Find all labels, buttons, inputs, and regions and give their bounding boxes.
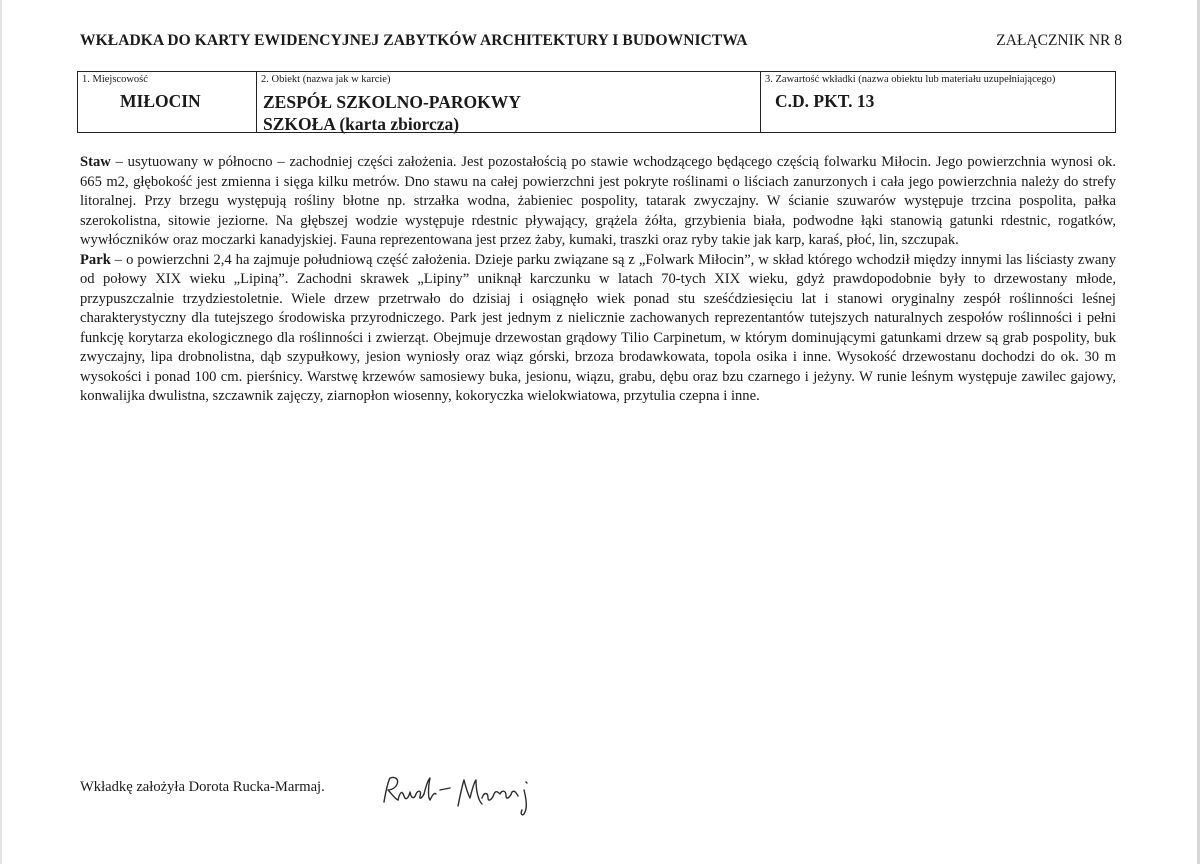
staw-text: – usytuowany w północno – zachodniej części założenia. Jest pozostałością po stawie wchodzącego będącego częścią folwarku Miłocin. Jego powierzchnia wynosi ok. 665 m2, głębokość jest zmienna i sięga kilku metrów. Dno stawu na całej powierzchni jest pokryte roślinami o liściach zanurzonych i cała jego powierzchnia należy do strefy litoralnej. Przy brzegu występują rośliny błotne np. strzałka wodna, żabieniec pospolity, tatarak zwyczajny. W ścianie szuwarów występuje trzcina pospolita, pałka szerokolistna, sitowie jeziorne. Na głębszej wodzie występuje rdestnic pływający, grążela żółta, grzybienia biała, podwodne łąki stanowią gatunki rdestnic, rogatków, wywłóczników oraz moczarki kanadyjskiej. Fauna reprezentowana jest przez żaby, kumaki, traszki oraz ryby takie jak karp, karaś, płoć, lin, szczupak. [80,154,1116,248]
page-edge-left [0,0,2,864]
record-header-table [77,71,1116,133]
object-label: 2. Obiekt (nazwa jak w karcie) [261,74,391,85]
document-title: WKŁADKA DO KARTY EWIDENCYJNEJ ZABYTKÓW ARCHITEKTURY I BUDOWNICTWA [80,32,748,49]
object-value-line-2: SZKOŁA (karta zbiorcza) [263,114,460,134]
description-body [80,153,1116,407]
park-text: – o powierzchni 2,4 ha zajmuje południową część założenia. Dzieje parku związane są z „Folwark Miłocin”, w skład którego wchodził między innymi las liściasty zwany od połowy XIX wieku „Lipiną”. Zachodni skrawek „Lipiny” uniknął karczunku w latach 70-tych XIX wieku, gdyż prawdopodobnie były to drzewostany młode, przypuszczalnie trzydziestoletnie. Wiele drzew przetrwało do dzisiaj i osiągnęło wiek ponad stu sześćdziesięciu lat i stanowi oryginalny zespół roślinności leśnej charakterystyczny dla tutejszego środowiska przyrodniczego. Park jest jednym z nielicznie zachowanych reprezentantów tutejszych naturalnych zespołów roślinności i pełni funkcję korytarza ekologicznego dla roślinności i zwierząt. Obejmuje drzewostan grądowy Tilio Carpinetum, w którym dominującymi gatunkami drzew są grab pospolity, buk zwyczajny, lipa drobnolistna, dąb szypułkowy, jesion wyniosły oraz wiąz górski, brzoza brodawkowata, topola osika i inne. Wysokość drzewostanu dochodzi do ok. 30 m wysokości i ponad 100 cm. pierśnicy. Warstwę krzewów samosiewy buka, jesionu, wiązu, grabu, dębu oraz bzu czarnego i jeżyny. W runie leśnym występuje zawilec gajowy, konwalijka dwulistna, szczawnik zajęczy, ziarnopłon wiosenny, kokoryczka wielokwiatowa, przytulia czepna i inne. [80,251,1116,404]
author-note: Wkładkę założyła Dorota Rucka-Marmaj. [80,779,325,795]
object-value-line-1: ZESPÓŁ SZKOLNO-PAROKWY [263,92,521,112]
park-heading: Park [80,251,111,268]
annex-number: ZAŁĄCZNIK NR 8 [996,32,1122,49]
contents-cell [761,72,1115,132]
object-value [263,91,521,135]
staw-paragraph [80,153,1116,251]
contents-label: 3. Zawartość wkładki (nazwa obiektu lub materiału uzupełniającego) [765,74,1056,85]
locality-cell [78,72,257,132]
contents-value: C.D. PKT. 13 [775,91,875,111]
locality-label: 1. Miejscowość [82,74,148,85]
object-cell [257,72,761,132]
locality-value: MIŁOCIN [120,91,201,111]
staw-heading: Staw [80,154,111,170]
park-paragraph [80,251,1116,407]
handwritten-signature [378,768,548,822]
